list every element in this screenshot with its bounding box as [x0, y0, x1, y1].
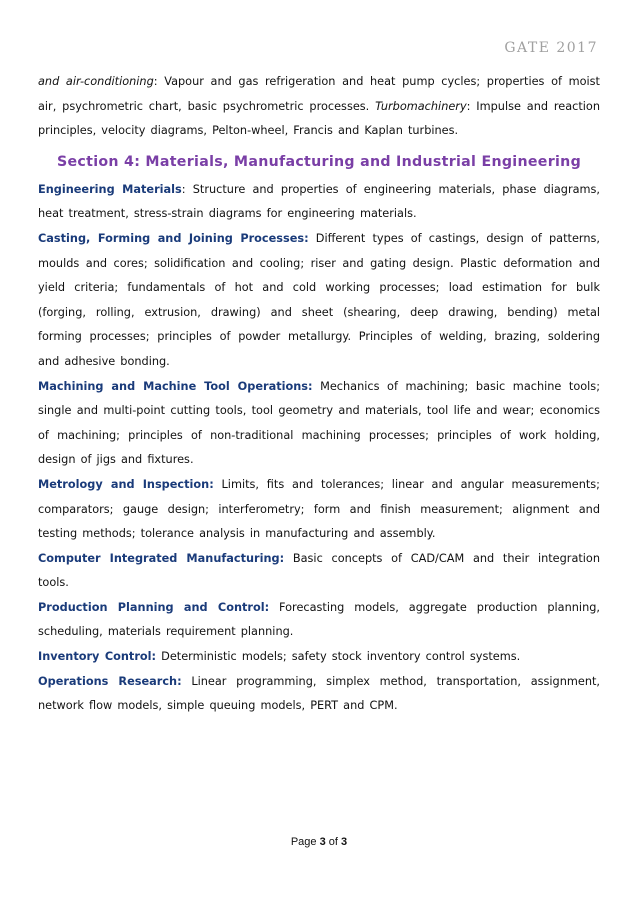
footer-total-pages: 3	[341, 836, 348, 848]
topic-title: Metrology and Inspection:	[38, 477, 214, 491]
page-content	[38, 70, 600, 719]
topic-title: Inventory Control:	[38, 650, 157, 664]
topic-sep	[313, 380, 321, 393]
topic-paragraph	[38, 645, 600, 670]
topic-text: Limits, fits and tolerances; linear and angular measurements; comparators; gauge design; interferometry; form and finish measurement; alignment and testing methods; tolerance analysis in manufacturing and assembly.	[38, 477, 600, 541]
topic-text: Linear programming, simplex method, transportation, assignment, network flow models, simple queuing models, PERT and CPM.	[38, 674, 600, 713]
header-brand: GATE 2017	[504, 40, 598, 56]
topic-text: Mechanics of machining; basic machine tools; single and multi-point cutting tools, tool geometry and materials, tool life and wear; economics of machining; principles of non-traditional machining processes; principles of work holding, design of jigs and fixtures.	[38, 379, 600, 467]
intro-text-2: : Impulse and reaction principles, velocity diagrams, Pelton-wheel, Francis and Kaplan turbines.	[38, 99, 600, 138]
topic-paragraph	[38, 547, 600, 596]
page-footer	[0, 836, 638, 848]
topic-sep	[182, 675, 192, 688]
topic-title: Engineering Materials	[38, 182, 182, 196]
topic-title: Production Planning and Control:	[38, 600, 270, 614]
topic-sep: :	[181, 182, 193, 196]
topic-text: Basic concepts of CAD/CAM and their integration tools.	[38, 551, 601, 590]
topic-paragraph	[38, 596, 600, 645]
footer-of-word: of	[328, 836, 338, 848]
intro-text-1: : Vapour and gas refrigeration and heat pump cycles; properties of moist air, psychrometric chart, basic psychrometric processes.	[38, 75, 600, 113]
topic-sep	[309, 232, 316, 245]
intro-paragraph	[38, 70, 600, 144]
topic-title: Machining and Machine Tool Operations:	[38, 379, 313, 393]
topic-sep	[284, 552, 293, 565]
topic-title: Computer Integrated Manufacturing:	[38, 551, 285, 565]
topic-sep	[269, 601, 279, 614]
footer-current-page: 3	[319, 836, 326, 848]
section-title: Section 4: Materials, Manufacturing and Industrial Engineering	[56, 153, 582, 170]
footer-page-word: Page	[290, 836, 317, 848]
topic-title: Casting, Forming and Joining Processes:	[38, 231, 309, 245]
topic-text: Different types of castings, design of patterns, moulds and cores; solidification and cooling; riser and gating design. Plastic deformation and yield criteria; fundamentals of hot and cold working processes; load estimation for bulk (forging, rolling, extrusion, drawing) and sheet (shearing, deep drawing, bending) metal forming processes; principles of powder metallurgy. Principles of welding, brazing, soldering and adhesive bonding.	[38, 231, 600, 368]
intro-italic-1: and air-conditioning	[38, 75, 154, 88]
topic-paragraph	[38, 670, 600, 719]
topic-text: Deterministic models; safety stock inventory control systems.	[161, 650, 521, 664]
topic-title: Operations Research:	[38, 674, 182, 688]
topic-paragraph	[38, 178, 600, 227]
topic-paragraph	[38, 375, 600, 473]
intro-italic-2: Turbomachinery	[375, 99, 467, 113]
topic-sep	[214, 478, 222, 491]
topic-paragraph	[38, 227, 600, 375]
topic-text: Structure and properties of engineering materials, phase diagrams, heat treatment, stress-strain diagrams for engineering materials.	[38, 182, 601, 221]
topic-paragraph	[38, 473, 600, 547]
topic-text: Forecasting models, aggregate production planning, scheduling, materials requirement planning.	[38, 600, 600, 639]
